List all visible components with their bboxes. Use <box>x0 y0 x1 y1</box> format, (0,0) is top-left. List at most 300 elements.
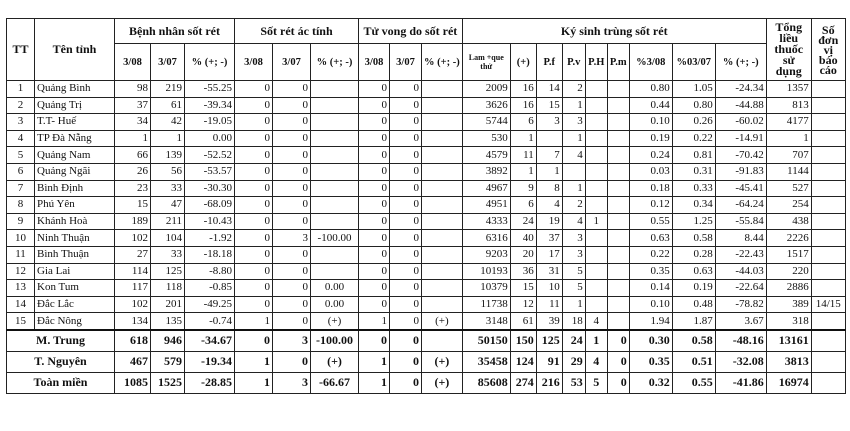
cell-lam: 3626 <box>462 97 510 114</box>
cell-units <box>811 313 845 330</box>
sub-s307: 3/07 <box>273 44 311 81</box>
table-row <box>7 213 846 230</box>
sub-p307: 3/07 <box>151 44 185 81</box>
cell-tt: 2 <box>7 97 35 114</box>
cell-k2: 0.34 <box>672 197 715 214</box>
cell-pos: 40 <box>510 230 536 247</box>
cell-lam: 3148 <box>462 313 510 330</box>
cell-pos: 16 <box>510 81 536 98</box>
cell-d3 <box>422 97 463 114</box>
cell-d3 <box>422 163 463 180</box>
table-row <box>7 81 846 98</box>
total-cell-med: 3813 <box>766 351 811 372</box>
cell-k2: 0.33 <box>672 180 715 197</box>
cell-lam: 2009 <box>462 81 510 98</box>
cell-lam: 10193 <box>462 263 510 280</box>
cell-s1: 0 <box>235 147 273 164</box>
total-cell-d3: (+) <box>422 351 463 372</box>
cell-s3 <box>311 97 359 114</box>
cell-d2: 0 <box>390 313 422 330</box>
total-cell-k2: 0.58 <box>672 330 715 352</box>
cell-s1: 0 <box>235 81 273 98</box>
cell-k1: 0.19 <box>629 130 672 147</box>
cell-k3: -22.64 <box>715 280 766 297</box>
cell-s1: 0 <box>235 213 273 230</box>
cell-name: Bình Định <box>35 180 115 197</box>
cell-d3: (+) <box>422 313 463 330</box>
cell-k1: 0.24 <box>629 147 672 164</box>
cell-d3 <box>422 280 463 297</box>
cell-p2: 47 <box>151 197 185 214</box>
cell-p2: 139 <box>151 147 185 164</box>
cell-k1: 0.55 <box>629 213 672 230</box>
cell-units <box>811 180 845 197</box>
cell-p2: 125 <box>151 263 185 280</box>
cell-s3: -100.00 <box>311 230 359 247</box>
cell-pm <box>607 280 629 297</box>
cell-pos: 15 <box>510 280 536 297</box>
cell-name: Đắc Nông <box>35 313 115 330</box>
cell-pos: 6 <box>510 197 536 214</box>
cell-pv: 5 <box>562 263 585 280</box>
total-cell-p3: -28.85 <box>185 372 235 393</box>
total-label: Toàn miền <box>7 372 115 393</box>
cell-p3: -68.09 <box>185 197 235 214</box>
cell-tt: 1 <box>7 81 35 98</box>
col-report-units: Số đơn vị báo cáo <box>811 19 845 81</box>
cell-p2: 201 <box>151 296 185 313</box>
total-cell-d2: 0 <box>390 372 422 393</box>
cell-units <box>811 114 845 131</box>
sub-lam: Lam +que thử <box>462 44 510 81</box>
cell-d3 <box>422 180 463 197</box>
cell-d2: 0 <box>390 230 422 247</box>
cell-d2: 0 <box>390 114 422 131</box>
table-row <box>7 147 846 164</box>
cell-pf <box>536 130 562 147</box>
cell-d3 <box>422 147 463 164</box>
total-cell-med: 13161 <box>766 330 811 352</box>
cell-pv: 1 <box>562 130 585 147</box>
cell-p3: -8.80 <box>185 263 235 280</box>
sub-pf: P.f <box>536 44 562 81</box>
cell-p2: 135 <box>151 313 185 330</box>
total-cell-s3: -66.67 <box>311 372 359 393</box>
cell-pm <box>607 97 629 114</box>
cell-k3: -44.88 <box>715 97 766 114</box>
cell-k2: 0.28 <box>672 246 715 263</box>
cell-p3: -49.25 <box>185 296 235 313</box>
cell-s1: 1 <box>235 313 273 330</box>
cell-d2: 0 <box>390 296 422 313</box>
cell-p3: 0.00 <box>185 130 235 147</box>
cell-ph: 1 <box>585 213 607 230</box>
cell-name: Phú Yên <box>35 197 115 214</box>
cell-s1: 0 <box>235 263 273 280</box>
cell-s3 <box>311 114 359 131</box>
cell-d2: 0 <box>390 81 422 98</box>
cell-k2: 0.31 <box>672 163 715 180</box>
total-row <box>7 351 846 372</box>
cell-k3: -14.91 <box>715 130 766 147</box>
sub-plus: (+) <box>510 44 536 81</box>
total-cell-pv: 29 <box>562 351 585 372</box>
cell-s2: 0 <box>273 114 311 131</box>
cell-pv: 18 <box>562 313 585 330</box>
total-cell-s3: -100.00 <box>311 330 359 352</box>
cell-p2: 42 <box>151 114 185 131</box>
cell-s2: 0 <box>273 130 311 147</box>
cell-med: 438 <box>766 213 811 230</box>
cell-pv: 1 <box>562 180 585 197</box>
total-cell-pf: 125 <box>536 330 562 352</box>
cell-p1: 15 <box>115 197 151 214</box>
cell-s1: 0 <box>235 296 273 313</box>
cell-pos: 16 <box>510 97 536 114</box>
cell-ph <box>585 114 607 131</box>
cell-units <box>811 147 845 164</box>
cell-tt: 12 <box>7 263 35 280</box>
total-cell-p2: 946 <box>151 330 185 352</box>
cell-pf: 1 <box>536 163 562 180</box>
cell-med: 707 <box>766 147 811 164</box>
cell-s1: 0 <box>235 114 273 131</box>
cell-p1: 102 <box>115 230 151 247</box>
sub-ph: P.H <box>585 44 607 81</box>
total-cell-k1: 0.30 <box>629 330 672 352</box>
cell-s1: 0 <box>235 163 273 180</box>
cell-k3: -64.24 <box>715 197 766 214</box>
total-cell-p1: 1085 <box>115 372 151 393</box>
total-cell-k1: 0.32 <box>629 372 672 393</box>
cell-s3 <box>311 213 359 230</box>
total-cell-lam: 85608 <box>462 372 510 393</box>
cell-med: 527 <box>766 180 811 197</box>
total-cell-med: 16974 <box>766 372 811 393</box>
total-cell-pv: 53 <box>562 372 585 393</box>
cell-k3: -44.03 <box>715 263 766 280</box>
cell-k3: -78.82 <box>715 296 766 313</box>
total-cell-k3: -41.86 <box>715 372 766 393</box>
cell-ph <box>585 130 607 147</box>
total-cell-units <box>811 330 845 352</box>
cell-k2: 0.63 <box>672 263 715 280</box>
cell-k2: 0.48 <box>672 296 715 313</box>
cell-pm <box>607 180 629 197</box>
total-cell-pm: 0 <box>607 351 629 372</box>
cell-k2: 1.05 <box>672 81 715 98</box>
table-row <box>7 130 846 147</box>
cell-d1: 0 <box>359 296 390 313</box>
cell-ph: 4 <box>585 313 607 330</box>
total-cell-d1: 0 <box>359 330 390 352</box>
total-cell-s2: 0 <box>273 351 311 372</box>
cell-lam: 4333 <box>462 213 510 230</box>
total-cell-ph: 4 <box>585 351 607 372</box>
cell-d2: 0 <box>390 263 422 280</box>
cell-p1: 117 <box>115 280 151 297</box>
cell-pos: 36 <box>510 263 536 280</box>
cell-s2: 0 <box>273 313 311 330</box>
cell-p1: 102 <box>115 296 151 313</box>
cell-k2: 0.26 <box>672 114 715 131</box>
cell-s2: 0 <box>273 81 311 98</box>
table-row <box>7 246 846 263</box>
total-label: T. Nguyên <box>7 351 115 372</box>
sub-d307: 3/07 <box>390 44 422 81</box>
cell-pm <box>607 246 629 263</box>
total-cell-p3: -19.34 <box>185 351 235 372</box>
cell-d2: 0 <box>390 197 422 214</box>
col-medicine: Tổng liều thuốc sử dụng <box>766 19 811 81</box>
cell-d1: 0 <box>359 246 390 263</box>
cell-tt: 7 <box>7 180 35 197</box>
cell-s1: 0 <box>235 230 273 247</box>
total-cell-pos: 150 <box>510 330 536 352</box>
total-cell-pos: 124 <box>510 351 536 372</box>
cell-pf: 37 <box>536 230 562 247</box>
sub-d308: 3/08 <box>359 44 390 81</box>
cell-med: 1 <box>766 130 811 147</box>
cell-lam: 11738 <box>462 296 510 313</box>
sub-dpct: % (+; -) <box>422 44 463 81</box>
cell-pv: 3 <box>562 246 585 263</box>
cell-p3: -52.52 <box>185 147 235 164</box>
cell-p1: 98 <box>115 81 151 98</box>
cell-tt: 15 <box>7 313 35 330</box>
cell-d3 <box>422 296 463 313</box>
cell-d2: 0 <box>390 213 422 230</box>
cell-k3: -45.41 <box>715 180 766 197</box>
cell-lam: 6316 <box>462 230 510 247</box>
col-tt: TT <box>7 19 35 81</box>
cell-p2: 56 <box>151 163 185 180</box>
total-cell-s2: 3 <box>273 330 311 352</box>
total-cell-d1: 1 <box>359 372 390 393</box>
cell-s2: 0 <box>273 246 311 263</box>
cell-name: TP Đà Nẵng <box>35 130 115 147</box>
cell-s2: 0 <box>273 263 311 280</box>
cell-k2: 1.25 <box>672 213 715 230</box>
cell-pm <box>607 197 629 214</box>
cell-d3 <box>422 213 463 230</box>
total-cell-lam: 50150 <box>462 330 510 352</box>
total-cell-s1: 0 <box>235 330 273 352</box>
report-table-container <box>6 18 846 394</box>
cell-p2: 104 <box>151 230 185 247</box>
cell-k1: 0.03 <box>629 163 672 180</box>
cell-lam: 5744 <box>462 114 510 131</box>
cell-k1: 0.12 <box>629 197 672 214</box>
total-cell-s2: 3 <box>273 372 311 393</box>
sub-spct: % (+; -) <box>311 44 359 81</box>
cell-d2: 0 <box>390 147 422 164</box>
cell-name: Khánh Hoà <box>35 213 115 230</box>
cell-s2: 0 <box>273 97 311 114</box>
cell-k1: 0.18 <box>629 180 672 197</box>
cell-k3: 8.44 <box>715 230 766 247</box>
cell-pf: 17 <box>536 246 562 263</box>
cell-pv: 4 <box>562 147 585 164</box>
cell-pos: 24 <box>510 213 536 230</box>
total-cell-pv: 24 <box>562 330 585 352</box>
total-cell-k1: 0.35 <box>629 351 672 372</box>
total-cell-s1: 1 <box>235 372 273 393</box>
cell-ph <box>585 280 607 297</box>
cell-k2: 0.22 <box>672 130 715 147</box>
cell-med: 389 <box>766 296 811 313</box>
total-cell-pos: 274 <box>510 372 536 393</box>
cell-pv: 4 <box>562 213 585 230</box>
total-cell-p2: 1525 <box>151 372 185 393</box>
cell-p3: -0.74 <box>185 313 235 330</box>
cell-s2: 0 <box>273 163 311 180</box>
cell-d2: 0 <box>390 130 422 147</box>
cell-pf: 39 <box>536 313 562 330</box>
cell-p1: 189 <box>115 213 151 230</box>
cell-k3: -22.43 <box>715 246 766 263</box>
cell-d2: 0 <box>390 180 422 197</box>
sub-pct307: %03/07 <box>672 44 715 81</box>
cell-pf: 15 <box>536 97 562 114</box>
cell-d1: 0 <box>359 230 390 247</box>
cell-units <box>811 163 845 180</box>
cell-s2: 0 <box>273 197 311 214</box>
cell-ph <box>585 97 607 114</box>
cell-p1: 37 <box>115 97 151 114</box>
cell-lam: 4579 <box>462 147 510 164</box>
cell-name: Quảng Bình <box>35 81 115 98</box>
cell-s3 <box>311 81 359 98</box>
cell-k3: -24.34 <box>715 81 766 98</box>
cell-p1: 1 <box>115 130 151 147</box>
total-cell-s3: (+) <box>311 351 359 372</box>
cell-k2: 0.58 <box>672 230 715 247</box>
cell-name: Bình Thuận <box>35 246 115 263</box>
cell-med: 1144 <box>766 163 811 180</box>
cell-d3 <box>422 263 463 280</box>
cell-s3 <box>311 130 359 147</box>
total-cell-units <box>811 372 845 393</box>
cell-lam: 4967 <box>462 180 510 197</box>
cell-pm <box>607 263 629 280</box>
cell-pv <box>562 163 585 180</box>
cell-d1: 0 <box>359 263 390 280</box>
cell-tt: 11 <box>7 246 35 263</box>
cell-name: Ninh Thuận <box>35 230 115 247</box>
sub-pctdiff: % (+; -) <box>715 44 766 81</box>
cell-pf: 7 <box>536 147 562 164</box>
cell-p2: 1 <box>151 130 185 147</box>
cell-pos: 9 <box>510 180 536 197</box>
cell-units: 14/15 <box>811 296 845 313</box>
cell-s3: (+) <box>311 313 359 330</box>
cell-p2: 61 <box>151 97 185 114</box>
cell-med: 1357 <box>766 81 811 98</box>
cell-d1: 0 <box>359 280 390 297</box>
cell-pos: 12 <box>510 296 536 313</box>
cell-pv: 1 <box>562 97 585 114</box>
cell-ph <box>585 246 607 263</box>
cell-s3 <box>311 163 359 180</box>
cell-p3: -19.05 <box>185 114 235 131</box>
cell-pv: 2 <box>562 197 585 214</box>
cell-d1: 0 <box>359 197 390 214</box>
cell-s1: 0 <box>235 130 273 147</box>
cell-units <box>811 213 845 230</box>
total-label: M. Trung <box>7 330 115 352</box>
cell-pf: 14 <box>536 81 562 98</box>
cell-tt: 5 <box>7 147 35 164</box>
cell-pm <box>607 114 629 131</box>
cell-name: Đắc Lắc <box>35 296 115 313</box>
cell-d3 <box>422 246 463 263</box>
table-row <box>7 296 846 313</box>
cell-d1: 0 <box>359 81 390 98</box>
sub-ppct: % (+; -) <box>185 44 235 81</box>
cell-s3 <box>311 197 359 214</box>
cell-p1: 23 <box>115 180 151 197</box>
cell-pm <box>607 213 629 230</box>
cell-lam: 10379 <box>462 280 510 297</box>
cell-s2: 3 <box>273 230 311 247</box>
cell-p3: -30.30 <box>185 180 235 197</box>
table-row <box>7 263 846 280</box>
cell-pf: 31 <box>536 263 562 280</box>
total-row <box>7 330 846 352</box>
cell-p1: 134 <box>115 313 151 330</box>
cell-name: T.T- Huế <box>35 114 115 131</box>
table-row <box>7 97 846 114</box>
total-cell-ph: 5 <box>585 372 607 393</box>
cell-s3 <box>311 180 359 197</box>
cell-s3 <box>311 263 359 280</box>
cell-p2: 33 <box>151 246 185 263</box>
total-cell-ph: 1 <box>585 330 607 352</box>
cell-p1: 114 <box>115 263 151 280</box>
cell-s1: 0 <box>235 280 273 297</box>
total-cell-p3: -34.67 <box>185 330 235 352</box>
cell-tt: 3 <box>7 114 35 131</box>
cell-med: 318 <box>766 313 811 330</box>
cell-lam: 530 <box>462 130 510 147</box>
cell-med: 2886 <box>766 280 811 297</box>
cell-tt: 4 <box>7 130 35 147</box>
cell-ph <box>585 81 607 98</box>
sub-pm: P.m <box>607 44 629 81</box>
cell-p2: 118 <box>151 280 185 297</box>
col-group-patients: Bệnh nhân sốt rét <box>115 19 235 44</box>
cell-d1: 0 <box>359 180 390 197</box>
cell-units <box>811 81 845 98</box>
cell-name: Quảng Nam <box>35 147 115 164</box>
cell-p3: -39.34 <box>185 97 235 114</box>
cell-units <box>811 246 845 263</box>
cell-tt: 10 <box>7 230 35 247</box>
cell-s2: 0 <box>273 180 311 197</box>
cell-units <box>811 230 845 247</box>
cell-pv: 1 <box>562 296 585 313</box>
cell-med: 1517 <box>766 246 811 263</box>
cell-s2: 0 <box>273 147 311 164</box>
total-cell-p2: 579 <box>151 351 185 372</box>
cell-ph <box>585 263 607 280</box>
cell-s2: 0 <box>273 213 311 230</box>
cell-k1: 1.94 <box>629 313 672 330</box>
cell-p1: 34 <box>115 114 151 131</box>
table-row <box>7 163 846 180</box>
table-row <box>7 230 846 247</box>
